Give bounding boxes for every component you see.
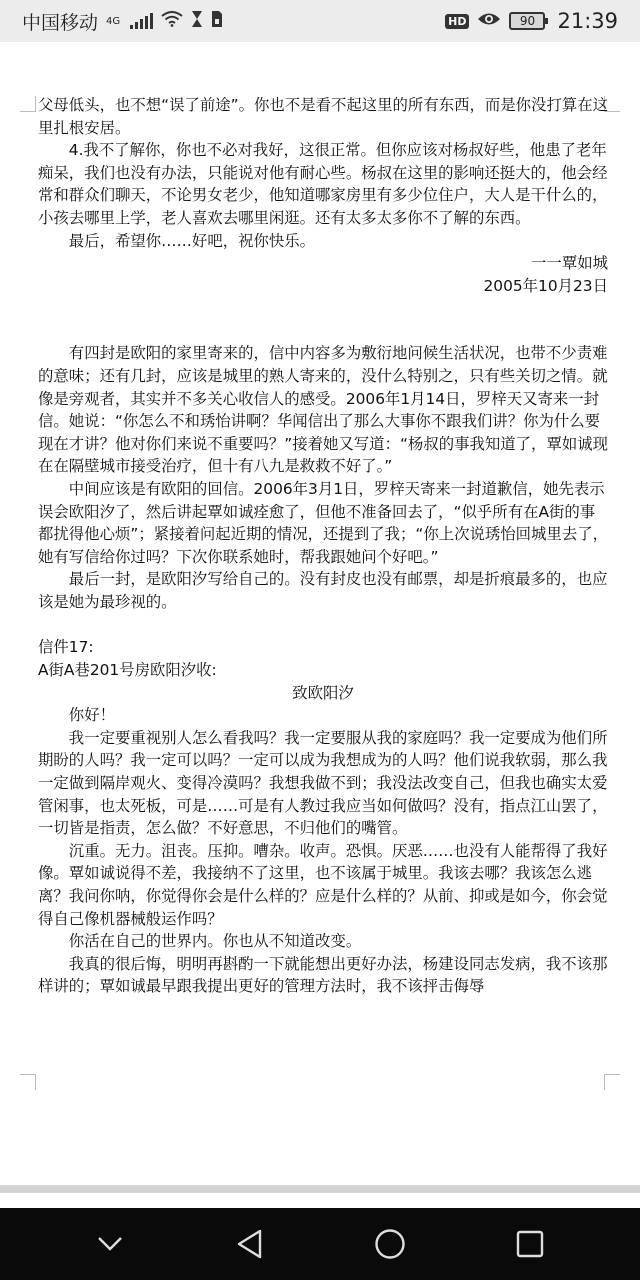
signature: 一一覃如城 [531,254,608,273]
paragraph: 有四封是欧阳的家里寄来的，信中内容多为敷衍地问候生活状况，也带不少责难的意味；还有几封，应该是城里的熟人寄来的，没什么特别之，只有些关切之情。就像是旁观者，其实并不多关心收信人的感受。2006年1月14日，罗梓天又寄来一封信。她说：“你怎么不和琇怡讲啊？华闻信出了那么大事你不跟我们讲？你为什么要现在才讲？他对你们来说不重要吗？”接着她又写道：“杨叔的事我知道了，覃如诚现在在隔壁城市接受治疗，但十有八九是救救不好了。” [38,344,609,476]
eye-icon [477,11,501,31]
document-page[interactable] [0,42,640,1187]
paragraph: 我真的很后悔，明明再斟酌一下就能想出更好办法，杨建设同志发病，我不该那样讲的；覃如诚最早跟我提出更好的管理方法时，我不该抨击侮辱 [38,954,608,996]
status-bar [0,0,640,42]
paragraph: 最后一封，是欧阳汐写给自己的。没有封皮也没有邮票，却是折痕最多的，也应该是她为最珍视的。 [38,570,608,611]
carrier-name: 中国移动 [22,11,99,34]
letter-date: 2005年10月23日 [483,276,608,295]
paragraph: 父母低头，也不想“误了前途”。你也不是看不起这里的所有东西，而是你没打算在这里扎根安居。 [38,96,609,137]
paragraph: 4.我不了解你，你也不必对我好，这很正常。但你应该对杨叔好些，他患了老年痴呆，我们也没有办法，只能说对他有耐心些。杨叔在这里的影响还挺大的，他会经常和群众们聊天，不论男女老少，他知道哪家房里有多少位住户，大人是干什么的，小孩去哪里上学，老人喜欢去哪里闲逛。还有太多太多你不了解的东西。 [38,141,608,227]
navigation-bar [0,1208,640,1280]
paragraph: 中间应该是有欧阳的回信。2006年3月1日，罗梓天寄来一封道歉信，她先表示误会欧阳汐了，然后讲起覃如诚痊愈了，但他不准备回去了，“似乎所有在A街的事都扰得他心烦”；紧接着问起近期的情况，还提到了我；“你上次说琇怡回城里去了，她有写信给你过吗？下次你联系她时，帮我跟她问个好吧。” [38,479,609,566]
clock: 21:39 [557,9,618,33]
paragraph: 最后，希望你……好吧，祝你快乐。 [68,231,316,250]
page-corner-mark [604,1074,620,1090]
back-triangle-icon[interactable] [225,1219,275,1269]
paragraph: 我一定要重视别人怎么看我吗？我一定要服从我的家庭吗？我一定要成为他们所期盼的人吗？我一定可以吗？一定可以成为我想成为的人吗？他们说我软弱，那么我一定做到隔岸观火、变得冷漠吗？我想我做不到；我没法改变自己，但我也确实太爱管闲事，也太死板，可是……可是有人教过我应当如何做吗？没有，指点江山罢了，一切皆是指责，怎么做？不好意思，不归他们的嘴管。 [38,728,608,838]
status-right [445,9,618,33]
hd-badge: HD [445,14,469,29]
page-corner-mark [20,1074,36,1090]
home-circle-icon[interactable] [365,1219,415,1269]
paragraph: 沉重。无力。沮丧。压抑。嘈杂。收声。恐惧。厌恶……也没有人能帮得了我好像。覃如诚说得不差，我接纳不了这里，也不该属于城里。我该去哪？我该怎么逃离？我问你呐，你觉得你会是什么样的？应是什么样的？从前、抑或是如今，你会觉得自己像机器械般运作吗？ [38,841,608,928]
hourglass-icon [191,10,203,32]
letter-label: 信件17: [38,638,94,657]
recent-square-icon[interactable] [505,1219,555,1269]
wifi-icon [161,11,183,31]
page-bottom-strip [0,1193,640,1208]
page-separator [0,1185,640,1193]
document-text [38,94,608,998]
letter-address: A街A巷201号房欧阳汐收: [38,661,217,680]
letter-greeting: 你好！ [68,706,115,725]
battery-indicator: 90 [509,12,545,30]
letter-salutation: 致欧阳汐 [292,683,354,702]
signal-icon [130,13,153,29]
sim-icon [211,10,223,32]
network-type: 4G [106,15,121,27]
spacer [38,297,608,342]
chevron-down-icon[interactable] [85,1219,135,1269]
spacer [38,613,608,636]
page-corner-mark [20,96,36,112]
paragraph: 你活在自己的世界内。你也从不知道改变。 [68,932,362,951]
status-left [22,8,223,35]
